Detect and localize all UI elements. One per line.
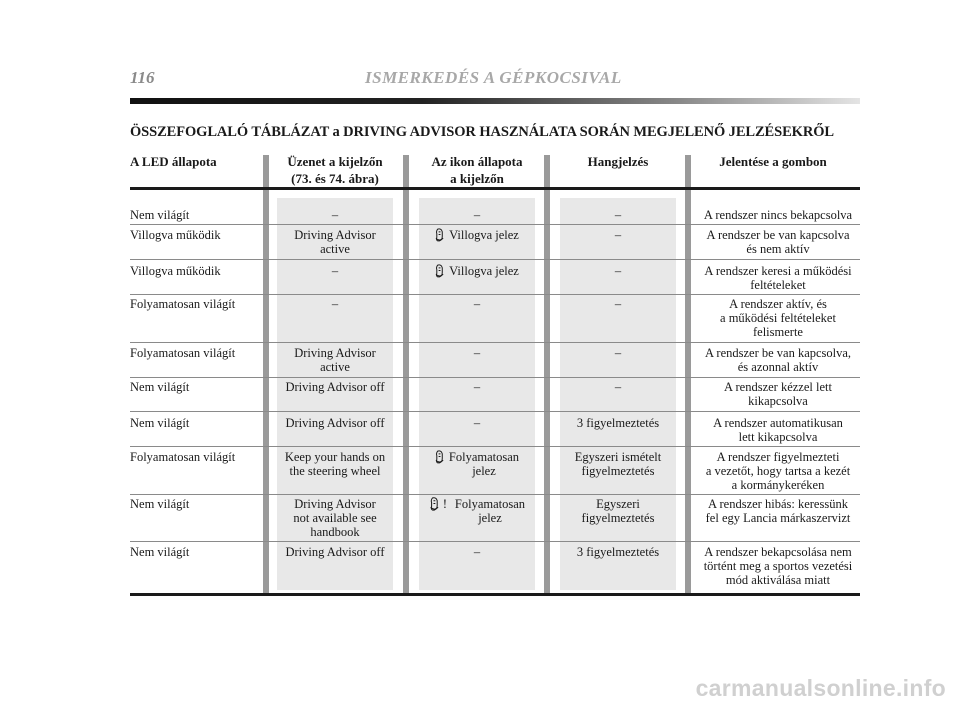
table-row <box>130 377 860 411</box>
meaning-line: A rendszer automatikusan <box>713 416 843 430</box>
svg-text:!: ! <box>442 497 448 511</box>
acoustic-signal-line: – <box>614 380 622 394</box>
column-header-line: Jelentése a gombon <box>719 154 827 169</box>
meaning-cell <box>696 497 860 525</box>
steering-hand-icon <box>435 228 445 242</box>
acoustic-signal-line: – <box>614 264 622 278</box>
icon-state-text <box>449 264 519 278</box>
icon-state-line: jelez <box>472 464 496 478</box>
acoustic-signal-line: – <box>614 208 622 222</box>
icon-state-cell <box>419 545 535 559</box>
row-separator <box>130 224 860 225</box>
meaning-line: A rendszer keresi a működési <box>704 264 852 278</box>
acoustic-signal-line: Egyszeri <box>596 497 640 511</box>
column-header-line: A LED állapota <box>130 154 217 169</box>
row-separator <box>130 446 860 447</box>
meaning-line: feltételeket <box>750 278 806 292</box>
table-row <box>130 411 860 446</box>
acoustic-signal-line: figyelmeztetés <box>581 511 655 525</box>
acoustic-signal-cell <box>560 416 676 430</box>
display-message-line: the steering wheel <box>289 464 381 478</box>
icon-state-line: – <box>473 346 481 360</box>
icon-state-line: – <box>473 545 481 559</box>
display-message-line: Driving Advisor off <box>285 380 385 394</box>
table-top-rule <box>130 187 860 190</box>
icon-state-line: – <box>473 208 481 222</box>
icon-state-line: Villogva jelez <box>449 264 519 278</box>
display-message-line: Driving Advisor off <box>285 545 385 559</box>
icon-state-text <box>449 228 519 242</box>
icon-state-cell <box>419 297 535 311</box>
meaning-line: a kormánykeréken <box>731 478 825 492</box>
led-state-cell: Folyamatosan világít <box>130 450 236 464</box>
meaning-line: mód aktiválása miatt <box>725 573 831 587</box>
column-header-line: Hangjelzés <box>587 154 649 169</box>
display-message-line: Keep your hands on <box>284 450 386 464</box>
acoustic-signal-line: – <box>614 346 622 360</box>
icon-state-cell <box>419 450 535 478</box>
display-message-cell <box>277 380 393 394</box>
column-header <box>686 153 860 170</box>
led-state-cell: Folyamatosan világít <box>130 297 236 311</box>
icon-state-text <box>455 497 525 525</box>
icon-state-content <box>435 264 519 278</box>
acoustic-signal-cell <box>560 497 676 525</box>
icon-state-cell <box>419 228 535 245</box>
meaning-line: történt meg a sportos vezetési <box>703 559 853 573</box>
column-header <box>130 153 260 170</box>
acoustic-signal-cell <box>560 208 676 222</box>
led-state-cell: Folyamatosan világít <box>130 346 236 360</box>
led-state-cell: Nem világít <box>130 208 190 222</box>
column-header-line: (73. és 74. ábra) <box>291 171 379 186</box>
meaning-line: lett kikapcsolva <box>738 430 818 444</box>
led-state-cell: Villogva működik <box>130 228 221 242</box>
meaning-cell <box>696 208 860 222</box>
icon-state-line: jelez <box>478 511 502 525</box>
column-header <box>419 153 535 187</box>
meaning-line: A rendszer hibás: keressünk <box>708 497 848 511</box>
table-row <box>130 294 860 342</box>
icon-state-content <box>435 228 519 242</box>
watermark: carmanualsonline.info <box>695 675 946 701</box>
icon-state-cell <box>419 497 535 525</box>
meaning-line: A rendszer bekapcsolása nem <box>704 545 852 559</box>
row-separator <box>130 259 860 260</box>
meaning-cell <box>696 264 860 292</box>
column-header <box>560 153 676 170</box>
table-row <box>130 541 860 593</box>
column-header <box>277 153 393 187</box>
icon-state-line: Folyamatosan <box>454 497 526 511</box>
icon-state-cell <box>419 346 535 360</box>
column-header-line: Üzenet a kijelzőn <box>287 154 383 169</box>
acoustic-signal-cell <box>560 450 676 478</box>
meaning-line: A rendszer aktív, és <box>729 297 827 311</box>
acoustic-signal-cell <box>560 297 676 311</box>
acoustic-signal-cell <box>560 228 676 242</box>
display-message-cell <box>277 228 393 256</box>
meaning-line: A rendszer be van kapcsolva, <box>704 346 852 360</box>
header-rule <box>130 98 860 104</box>
led-state-cell: Nem világít <box>130 380 190 394</box>
display-message-line: active <box>320 360 350 374</box>
display-message-line: Driving Advisor off <box>285 416 385 430</box>
icon-state-cell <box>419 208 535 222</box>
icon-state-text <box>449 450 519 478</box>
steering-hand-icon <box>435 450 445 464</box>
icon-state-cell <box>419 264 535 281</box>
display-message-cell <box>277 264 393 278</box>
acoustic-signal-line: Egyszeri ismételt <box>574 450 662 464</box>
table-bottom-rule <box>130 593 860 596</box>
icon-state-line: – <box>473 380 481 394</box>
led-state-cell: Nem világít <box>130 416 190 430</box>
acoustic-signal-cell <box>560 545 676 559</box>
table-title: ÖSSZEFOGLALÓ TÁBLÁZAT a DRIVING ADVISOR HASZNÁLATA SORÁN MEGJELENŐ JELZÉSEKRŐL <box>130 124 834 140</box>
icon-state-line: – <box>473 416 481 430</box>
row-separator <box>130 342 860 343</box>
meaning-line: A rendszer kézzel lett <box>724 380 832 394</box>
display-message-cell <box>277 450 393 478</box>
display-message-cell <box>277 297 393 311</box>
column-header-line: Az ikon állapota <box>431 154 523 169</box>
table-row <box>130 204 860 224</box>
display-message-cell <box>277 208 393 222</box>
meaning-cell <box>696 380 860 408</box>
icon-state-line: – <box>473 297 481 311</box>
meaning-cell <box>696 346 860 374</box>
display-message-cell <box>277 545 393 559</box>
row-separator <box>130 494 860 495</box>
icon-state-content <box>429 497 525 525</box>
table-row <box>130 342 860 377</box>
display-message-line: not available see <box>293 511 377 525</box>
icon-state-cell <box>419 380 535 394</box>
meaning-cell <box>696 228 860 256</box>
row-separator <box>130 377 860 378</box>
meaning-line: és azonnal aktív <box>737 360 819 374</box>
icon-state-line: Folyamatosan <box>448 450 520 464</box>
display-message-cell <box>277 346 393 374</box>
meaning-line: és nem aktív <box>746 242 810 256</box>
icon-state-line: Villogva jelez <box>449 228 519 242</box>
meaning-line: A rendszer figyelmezteti <box>716 450 840 464</box>
column-header-line: a kijelzőn <box>450 171 504 186</box>
display-message-line: – <box>331 208 339 222</box>
acoustic-signal-cell <box>560 346 676 360</box>
acoustic-signal-line: 3 figyelmeztetés <box>576 416 660 430</box>
table-row <box>130 259 860 294</box>
led-state-cell: Nem világít <box>130 497 190 511</box>
icon-state-cell <box>419 416 535 430</box>
meaning-cell <box>696 416 860 444</box>
acoustic-signal-line: – <box>614 228 622 242</box>
display-message-line: – <box>331 297 339 311</box>
icon-state-content <box>435 450 519 478</box>
display-message-line: – <box>331 264 339 278</box>
table-row <box>130 224 860 259</box>
running-head: ISMERKEDÉS A GÉPKOCSIVAL <box>365 68 622 87</box>
table-row <box>130 446 860 494</box>
meaning-line: a vezetőt, hogy tartsa a kezét <box>705 464 851 478</box>
acoustic-signal-line: figyelmeztetés <box>581 464 655 478</box>
display-message-line: active <box>320 242 350 256</box>
meaning-cell <box>696 545 860 587</box>
meaning-line: kikapcsolva <box>748 394 808 408</box>
steering-hand-icon <box>435 264 445 278</box>
acoustic-signal-line: 3 figyelmeztetés <box>576 545 660 559</box>
meaning-line: A rendszer be van kapcsolva <box>706 228 850 242</box>
display-message-line: Driving Advisor <box>294 228 376 242</box>
display-message-line: Driving Advisor <box>294 346 376 360</box>
acoustic-signal-line: – <box>614 297 622 311</box>
meaning-cell <box>696 297 860 339</box>
acoustic-signal-cell <box>560 380 676 394</box>
led-state-cell: Villogva működik <box>130 264 221 278</box>
acoustic-signal-cell <box>560 264 676 278</box>
meaning-line: fel egy Lancia márkaszervizt <box>705 511 851 525</box>
led-state-cell: Nem világít <box>130 545 190 559</box>
steering-hand-fault-icon <box>429 497 451 511</box>
page-number: 116 <box>130 68 155 87</box>
display-message-cell <box>277 497 393 539</box>
row-separator <box>130 541 860 542</box>
meaning-line: a működési feltételeket <box>720 311 836 325</box>
meaning-line: felismerte <box>753 325 803 339</box>
display-message-line: Driving Advisor <box>294 497 376 511</box>
meaning-cell <box>696 450 860 492</box>
row-separator <box>130 411 860 412</box>
display-message-cell <box>277 416 393 430</box>
table-row <box>130 494 860 541</box>
meaning-line: A rendszer nincs bekapcsolva <box>703 208 853 222</box>
row-separator <box>130 294 860 295</box>
display-message-line: handbook <box>310 525 360 539</box>
